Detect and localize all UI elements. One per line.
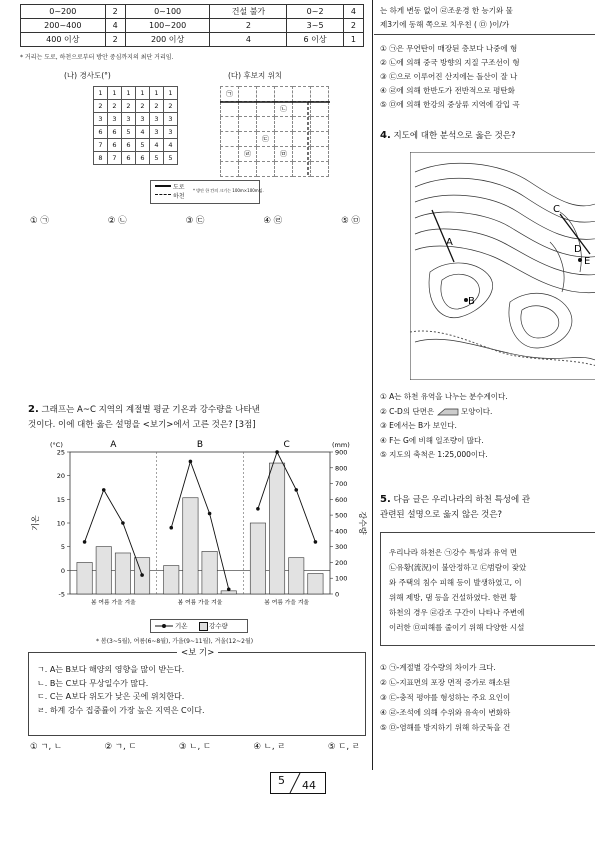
temp-point [256,507,260,511]
slope-cell: 3 [122,113,136,126]
criteria-cell: 2 [343,19,363,33]
q3-choices [380,42,520,112]
right-column [374,0,595,842]
site-mark-a: ㉠ [221,87,239,102]
precip-bar [250,523,265,594]
slope-cell: 6 [108,126,122,139]
q4-stem [380,128,516,144]
right-tick-label: 600 [335,495,348,504]
site-mark-d: ㉣ [239,147,257,162]
bogi-item: ㄷ. C는 A보다 위도가 낮은 곳에 위치한다. [37,692,185,701]
topo-label-b: B [468,296,475,307]
left-tick-label: 25 [56,448,65,457]
slope-cell: 5 [164,152,178,165]
q3-tail-line2: 제3기에 동해 쪽으로 치우친 ( ㉤ )이/가 [380,19,510,29]
slope-cell: 3 [150,126,164,139]
precip-bar [308,573,323,594]
precip-bar [202,551,217,594]
precip-bar [289,558,304,594]
site-mark-b: ㉡ [275,102,293,117]
left-tick-label: -5 [58,590,65,599]
q5-choices [380,660,510,735]
temp-line [258,452,315,542]
right-tick-label: 500 [335,511,348,520]
criteria-cell: 4 [105,19,125,33]
criteria-cell: 4 [343,5,363,19]
criteria-cell: 2 [210,19,287,33]
slope-cell: 1 [136,87,150,100]
left-tick-label: 15 [56,495,65,504]
slope-cell: 4 [136,126,150,139]
page-current: 5 [278,774,285,787]
slope-cell: 3 [164,113,178,126]
criteria-row [21,19,364,33]
left-tick-label: 10 [56,519,65,528]
slope-row [94,139,178,152]
q5-choice[interactable]: ⑤ ㉤-염해를 방지하기 위해 하굿둑을 건 [380,723,511,732]
slope-cell: 1 [150,87,164,100]
slope-grid [93,86,178,165]
criteria-cell: 건설 불가 [210,5,287,19]
q2-choice-3[interactable]: ③ ㄴ, ㄷ [178,742,212,752]
precip-bar [77,562,92,594]
passage-line: 우리나라 하천은 ㉠강수 특성과 유역 면 [389,548,518,557]
right-tick-label: 400 [335,527,348,536]
q2-choices [30,740,360,752]
slope-cell: 6 [108,139,122,152]
q5-choice[interactable]: ② ㉡-지표면의 포장 면적 증가로 해소된 [380,678,511,687]
right-tick-label: 700 [335,480,348,489]
slope-cell: 8 [94,152,108,165]
left-tick-label: 0 [60,566,65,575]
q4-choice[interactable]: ④ F는 G에 비해 일조량이 많다. [380,435,484,445]
q1-choice-1[interactable]: ① ㉠ [30,216,49,226]
slope-cell: 6 [122,152,136,165]
left-tick-label: 5 [60,543,65,552]
criteria-cell: 200 이상 [125,33,210,47]
criteria-cell: 2 [105,5,125,19]
legend-road: 도로 [173,184,185,191]
criteria-cell: 2 [105,33,125,47]
criteria-cell: 0~2 [287,5,343,19]
x-tick-labels: 봄 여름 가을 겨울 [264,600,310,606]
passage-line: 와 주택의 침수 피해 등이 발생하였고, 이 [389,578,522,587]
legend-river: 하천 [173,193,185,200]
q4-choices [380,390,508,463]
precip-bar [96,547,111,594]
q2-choice-2[interactable]: ② ㄱ, ㄷ [104,742,137,752]
slope-cell: 2 [164,100,178,113]
site-mark-e: ㉤ [275,147,293,162]
q1-choice-3[interactable]: ③ ㉢ [185,216,205,226]
q2-text-line2: 것이다. 이에 대한 옳은 설명을 <보기>에서 고른 것은? [3점] [28,420,256,430]
q3-choice[interactable]: ⑤ ㉤에 의해 한강의 중상류 지역에 감입 곡 [380,100,520,109]
precip-bar [115,553,130,594]
cross-section-icon [437,408,459,416]
precip-bar [221,591,236,594]
right-tick-label: 800 [335,464,348,473]
slope-cell: 2 [94,100,108,113]
page-number [270,772,326,794]
left-unit: (°C) [50,441,63,449]
q5-number: 5. [380,494,391,505]
q5-passage-box [380,532,595,646]
temp-line [85,490,143,575]
legend-temp: 기온 [175,622,188,630]
slope-cell: 2 [108,100,122,113]
slope-cell: 5 [122,126,136,139]
column-divider [372,0,373,770]
temp-point [208,512,212,516]
left-tick-label: 20 [56,472,65,481]
temp-point [294,488,298,492]
slope-cell: 1 [94,87,108,100]
topo-label-d: D [574,244,582,255]
slope-cell: 7 [108,152,122,165]
site-map-lines [220,86,330,176]
q3-choice[interactable]: ② ㉡에 의해 중국 방향의 지질 구조선이 형 [380,58,520,67]
q4-choice[interactable]: ③ E에서는 B가 보인다. [380,421,457,430]
slope-cell: 7 [94,139,108,152]
slope-cell: 5 [150,152,164,165]
bogi-list [37,663,205,717]
slope-cell: 2 [136,100,150,113]
q2-text-line1: 그래프는 A~C 지역의 계절별 평균 기온과 강수량을 나타낸 [41,405,260,415]
q3-tail [380,4,513,31]
temp-point [121,521,125,525]
right-tick-label: 900 [335,448,348,457]
precip-bar [164,566,179,594]
criteria-row [21,33,364,47]
right-axis-label: 강수량 [358,511,367,535]
topo-label-a: A [446,237,453,248]
left-axis-label: 기온 [31,515,40,531]
q3-choice[interactable]: ④ ㉣에 의해 한반도가 전반적으로 평탄화 [380,86,515,95]
temp-point [189,460,193,464]
criteria-cell: 6 이상 [287,33,343,47]
right-tick-label: 300 [335,543,348,552]
passage-line: ㉡유황(流況)이 불안정하고 ㉢범람이 잦았 [389,563,527,572]
slope-cell: 4 [150,139,164,152]
q3-tail-line1: 는 하게 변동 없이 ㉣조운경 한 능기와 물 [380,6,513,15]
q2-choice-1[interactable]: ① ㄱ, ㄴ [30,742,63,752]
slope-cell: 2 [150,100,164,113]
criteria-cell: 400 이상 [21,33,106,47]
q5-text-line2: 관련된 설명으로 옳지 않은 것은? [380,510,503,520]
temp-point [314,540,318,544]
climate-chart [28,434,368,614]
criteria-cell: 0~200 [21,5,106,19]
slope-cell: 3 [136,113,150,126]
slope-cell: 1 [108,87,122,100]
passage-line: 위해 제방, 댐 등을 건설하였다. 한편 황 [389,593,517,602]
criteria-cell: 4 [210,33,287,47]
precip-bar [183,498,198,594]
legend-precip: 강수량 [209,622,228,630]
chart-legend [150,619,248,633]
legend-note: * 방안 한 칸의 크기는 100m×100m임. [193,188,264,193]
season-note: * 봄(3~5월), 여름(6~8월), 가을(9~11월), 겨울(12~2월) [96,638,254,645]
criteria-cell: 0~100 [125,5,210,19]
temp-point [169,526,173,530]
panel-title: A [110,440,117,450]
topo-label-c: C [553,204,560,215]
slope-cell: 2 [122,100,136,113]
q1-choice-4[interactable]: ④ ㉣ [263,216,283,226]
temp-point [227,587,231,591]
slope-cell: 3 [94,113,108,126]
slope-cell: 6 [122,139,136,152]
temp-point [102,488,106,492]
bogi-title: <보 기> [177,646,218,658]
q1-choice-5[interactable]: ⑤ ㉤ [341,216,360,226]
q4-choice[interactable]: ② C-D의 단면은 모양이다. [380,406,493,416]
slope-row [94,126,178,139]
q1-choices [30,214,360,226]
q2-choice-5[interactable]: ⑤ ㄷ, ㄹ [327,742,360,752]
temp-point [140,573,144,577]
q5-passage [389,545,526,635]
criteria-cell: 200~400 [21,19,106,33]
slope-cell: 1 [122,87,136,100]
slope-row [94,113,178,126]
q2-bogi-box [28,648,366,736]
slope-cell: 6 [94,126,108,139]
map-legend [150,180,264,204]
q5-text-line1: 다음 글은 우리나라의 하천 특성에 관 [393,495,531,505]
q2-stem [28,402,260,433]
criteria-cell: 100~200 [125,19,210,33]
q2-choice-4[interactable]: ④ ㄴ, ㄹ [253,742,286,752]
panel-title: C [283,440,290,450]
right-tick-label: 200 [335,558,348,567]
q4-choice[interactable]: ⑤ 지도의 축척은 1:25,000이다. [380,450,488,459]
bogi-item: ㄴ. B는 C보다 무상일수가 많다. [37,678,149,688]
q3-choice[interactable]: ③ ㉢으로 이루어진 산지에는 돌산이 잘 나 [380,72,518,81]
x-tick-labels: 봄 여름 가을 겨울 [90,600,136,606]
criteria-table [20,4,364,47]
road-line-icon [155,185,171,187]
slope-cell: 6 [136,152,150,165]
passage-line: 이러한 ㉤피해를 줄이기 위해 다양한 시설 [389,623,525,632]
passage-line: 하천의 경우 ㉣감조 구간이 나타나 주변에 [389,608,525,617]
topo-label-e: E [584,256,591,267]
topo-map [410,152,595,380]
criteria-row [21,5,364,19]
criteria-note: * 거리는 도로, 하천으로부터 방안 중심까지의 최단 거리임. [20,54,174,61]
site-map-title: (다) 후보지 위치 [228,71,283,80]
x-tick-labels: 봄 여름 가을 겨울 [177,600,223,606]
q5-choice[interactable]: ① ㉠-계절별 강수량의 차이가 크다. [380,663,496,672]
q5-choice[interactable]: ④ ㉣-조석에 의해 수위와 유속이 변화하 [380,708,511,717]
slope-cell: 4 [164,139,178,152]
q4-text: 지도에 대한 분석으로 옳은 것은? [393,131,516,141]
slope-cell: 5 [136,139,150,152]
q3-box-bottom [374,34,595,35]
right-unit: (mm) [332,441,350,449]
right-tick-label: 100 [335,574,348,583]
slope-cell: 3 [108,113,122,126]
slope-cell: 3 [150,113,164,126]
slope-row [94,100,178,113]
criteria-cell: 3~5 [287,19,343,33]
slope-map-title: (나) 경사도(°) [64,71,111,80]
q4-choice[interactable]: ① A는 하천 유역을 나누는 분수계이다. [380,392,508,401]
bogi-item: ㄹ. 하계 강수 집중률이 가장 높은 지역은 C이다. [37,705,205,715]
q4-number: 4. [380,130,391,141]
site-mark-c: ㉢ [257,132,275,147]
precip-bar [269,463,284,594]
q2-number: 2. [28,404,39,415]
q5-choice[interactable]: ③ ㉢-충적 평야를 형성하는 주요 요인이 [380,693,511,702]
slope-row [94,152,178,165]
panel-title: B [196,440,204,450]
slope-cell: 3 [164,126,178,139]
slope-row [94,87,178,100]
temp-point [275,450,279,454]
temp-point [83,540,87,544]
temp-legend-icon [155,622,173,630]
precip-legend-icon [199,622,208,631]
q3-choice[interactable]: ① ㉠은 무연탄이 매장된 층보다 나중에 형 [380,44,518,53]
q1-choice-2[interactable]: ② ㉡ [107,216,127,226]
bogi-item: ㄱ. A는 B보다 해양의 영향을 많이 받는다. [37,665,185,674]
slope-cell: 1 [164,87,178,100]
criteria-cell: 1 [343,33,363,47]
right-tick-label: 0 [335,590,340,599]
q5-stem [380,492,530,523]
page-total: 44 [302,779,316,792]
river-line-icon [155,194,171,195]
